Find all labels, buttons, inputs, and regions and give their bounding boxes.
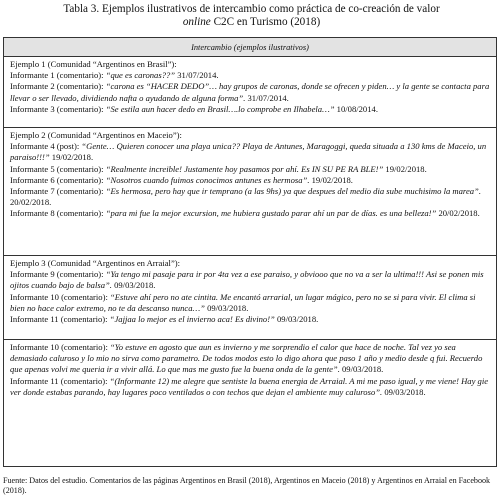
comment-entry bbox=[10, 104, 491, 115]
comment-quote: “que es caronas??” bbox=[105, 70, 176, 81]
comment-quote: “Realmente increible! Justamente hoy pasamos por ahí. Es IN SU PE RA BLE!” bbox=[105, 163, 384, 174]
comment-entry bbox=[10, 141, 491, 163]
informant-label: Informante 2 (comentario): bbox=[10, 81, 106, 92]
comment-date: 09/03/2018. bbox=[382, 386, 426, 397]
table-body bbox=[4, 57, 496, 398]
source-note: Fuente: Datos del estudio. Comentarios de las páginas Argentinos en Brasil (2018), Argentinos en Maceio (2018) y Argentinos en Arraial en Facebook (2018). bbox=[3, 476, 491, 496]
comment-date: 19/02/2018. bbox=[49, 152, 94, 163]
comment-quote: “para mi fue la mejor excursion, me hubiera gustado parar ahí un par de días. es una belleza!” bbox=[105, 208, 437, 219]
example-section bbox=[4, 256, 496, 340]
comment-quote: “Es hermosa, pero hay que ir temprano (a las 9hs) ya que despues del medio dia sube muchisimo la marea”. bbox=[105, 186, 481, 197]
informant-label: Informante 11 (comentario): bbox=[10, 314, 110, 325]
comment-date: 09/03/2018. bbox=[204, 302, 249, 313]
comment-date: 09/03/2018. bbox=[274, 314, 319, 325]
comment-entry bbox=[10, 186, 491, 208]
table-caption bbox=[0, 3, 503, 29]
comment-entry bbox=[10, 175, 491, 186]
informant-label: Informante 10 (comentario): bbox=[10, 342, 110, 352]
comment-entry bbox=[10, 314, 491, 325]
caption-italic-word: online bbox=[182, 16, 211, 28]
example-section bbox=[4, 57, 496, 128]
comment-quote: “(Informante 12) me alegre que sentiste la buena energia de Arraial. A mi me paso igual, y me viene! Hay gie ver donde estabas parando, hay lugares poco ventilados o con techos que dejan el ambiente muy caluroso”. bbox=[10, 375, 489, 397]
example-section bbox=[4, 340, 496, 398]
comment-quote: “Yo estuve en agosto que aun es invierno y me sorprendio el calor que hace de noche. Tal vez yo sea demasiado caluroso y lo mio no sirva como parametro. De todos modos esto lo digo ahora que paso 1 año y medio desde q fui. Recuerdo que apenas volvi me queria ir a vivir allá. Lo que mas me gusto fue la buena onda de la gente”. bbox=[10, 342, 483, 375]
comment-quote: “Ya tengo mi pasaje para ir por 4ta vez a ese paraiso, y obviooo que no va a ser la ultima!!! Asi se ponen mis ojitos cuando bajo de balsa”. bbox=[10, 269, 484, 291]
comment-entry bbox=[10, 208, 491, 219]
comment-date: 09/03/2018. bbox=[111, 280, 156, 291]
comment-quote: “Jajjaa lo mejor es el invierno aca! Es divino!” bbox=[109, 314, 275, 325]
comment-entry bbox=[10, 164, 491, 175]
comment-date: 20/02/2018. bbox=[436, 208, 480, 219]
examples-table bbox=[3, 37, 497, 467]
example-title: Ejemplo 2 (Comunidad “Argentinos en Maceio”): bbox=[10, 130, 182, 140]
comment-date: 31/07/2014. bbox=[245, 92, 289, 103]
comment-quote: “Estuve ahí pero no ate cintita. Me encantó arrarial, un lugar mágico, pero no se si para vivir. El clima si bien no hace calor extremo, no te da descanso nunca…” bbox=[10, 291, 476, 313]
comment-entry bbox=[10, 342, 491, 376]
informant-label: Informante 7 (comentario): bbox=[10, 186, 106, 197]
example-title: Ejemplo 1 (Comunidad “Argentinos en Brasil”): bbox=[10, 59, 177, 69]
informant-label: Informante 11 (comentario): bbox=[10, 375, 110, 386]
example-section bbox=[4, 128, 496, 256]
caption-line-2-rest: C2C en Turismo (2018) bbox=[210, 16, 321, 28]
informant-label: Informante 10 (comentario): bbox=[10, 291, 110, 302]
caption-line-2 bbox=[0, 16, 503, 29]
informant-label: Informante 9 (comentario): bbox=[10, 269, 106, 280]
comment-entry bbox=[10, 81, 491, 103]
comment-entry bbox=[10, 70, 491, 81]
comment-date: 19/02/2018. bbox=[383, 163, 427, 174]
comment-entry bbox=[10, 376, 491, 398]
informant-label: Informante 1 (comentario): bbox=[10, 70, 106, 81]
example-title: Ejemplo 3 (Comunidad “Argentinos en Arraial”): bbox=[10, 258, 181, 268]
comment-date: 19/02/2018. bbox=[309, 174, 353, 185]
comment-date: 10/08/2014. bbox=[334, 103, 378, 114]
informant-label: Informante 5 (comentario): bbox=[10, 163, 106, 174]
comment-date: 20/02/2018. bbox=[10, 197, 52, 208]
informant-label: Informante 4 (post): bbox=[10, 141, 82, 152]
table-header: Intercambio (ejemplos ilustrativos) bbox=[4, 38, 496, 57]
comment-entry bbox=[10, 269, 491, 291]
comment-date: 31/07/2014. bbox=[175, 70, 219, 81]
comment-date: 09/03/2018. bbox=[339, 364, 384, 375]
comment-entry bbox=[10, 292, 491, 314]
informant-label: Informante 3 (comentario): bbox=[10, 103, 106, 114]
comment-quote: “carona es “HACER DEDO”… hay grupos de caronas, donde se ofrecen y piden… y la gente se contacta para llevar o ser llevado, dividiendo nafta o ayudando de alguna forma”. bbox=[10, 81, 490, 103]
comment-quote: “Gente… Quieren conocer una playa unica?? Playa de Antunes, Maragoggi, queda situada a 130 kms de Maceio, un paraiso!!!” bbox=[10, 141, 487, 163]
comment-quote: “Nosotros cuando fuimos conocimos antunes es hermosa”. bbox=[105, 174, 310, 185]
comment-quote: “Se estila aun hacer dedo en Brasil….lo comprobe en Ilhabela…” bbox=[105, 103, 335, 114]
informant-label: Informante 8 (comentario): bbox=[10, 208, 106, 219]
caption-line-1: Tabla 3. Ejemplos ilustrativos de intercambio como práctica de co-creación de valor bbox=[63, 3, 440, 15]
informant-label: Informante 6 (comentario): bbox=[10, 174, 106, 185]
